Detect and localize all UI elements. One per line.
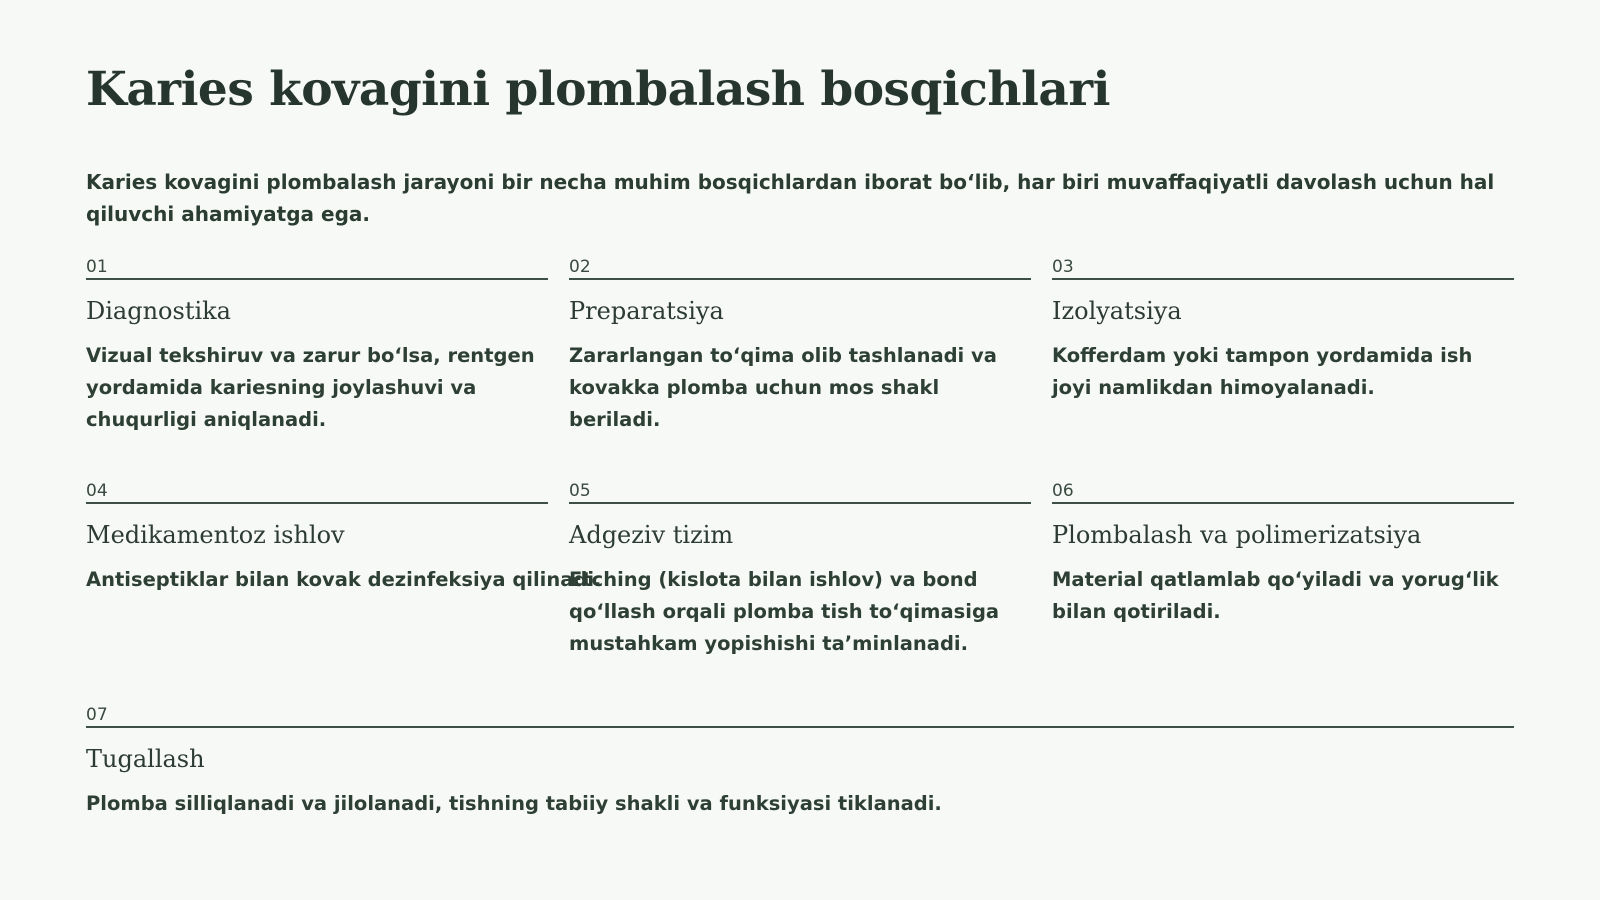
step-title: Izolyatsiya (1052, 297, 1182, 325)
intro-paragraph: Karies kovagini plombalash jarayoni bir necha muhim bosqichlardan iborat bo‘lib, har biri muvaffaqiyatli davolash uchun hal qiluvchi ahamiyatga ega. (86, 170, 1495, 226)
step-number: 02 (569, 257, 591, 277)
step-divider (86, 726, 1514, 728)
step-description: Etching (kislota bilan ishlov) va bond qo‘llash orqali plomba tish to‘qimasiga mustahkam yopishishi ta’minlanadi. (569, 568, 1000, 655)
step-number: 07 (86, 705, 108, 725)
step-number: 06 (1052, 481, 1074, 501)
step-divider (86, 502, 548, 504)
step-description: Antiseptiklar bilan kovak dezinfeksiya qilinadi. (86, 568, 602, 591)
step-number: 05 (569, 481, 591, 501)
step-description: Zararlangan to‘qima olib tashlanadi va kovakka plomba uchun mos shakl beriladi. (569, 344, 997, 431)
step-card (1052, 480, 1514, 628)
step-description: Vizual tekshiruv va zarur bo‘lsa, rentgen yordamida kariesning joylashuvi va chuqurligi aniqlanadi. (86, 344, 535, 431)
step-card (569, 256, 1031, 436)
step-description: Material qatlamlab qo‘yiladi va yorug‘lik bilan qotiriladi. (1052, 568, 1499, 623)
step-description: Kofferdam yoki tampon yordamida ish joyi namlikdan himoyalanadi. (1052, 344, 1473, 399)
step-card (1052, 256, 1514, 404)
step-divider (569, 278, 1031, 280)
page-title: Karies kovagini plombalash bosqichlari (86, 62, 1110, 117)
step-title: Diagnostika (86, 297, 231, 325)
step-divider (569, 502, 1031, 504)
step-number: 03 (1052, 257, 1074, 277)
step-divider (86, 278, 548, 280)
step-title: Tugallash (86, 745, 205, 773)
step-card (569, 480, 1031, 660)
step-card (86, 256, 548, 436)
step-title: Adgeziv tizim (569, 521, 734, 549)
step-divider (1052, 502, 1514, 504)
step-number: 04 (86, 481, 108, 501)
step-title: Preparatsiya (569, 297, 724, 325)
step-divider (1052, 278, 1514, 280)
step-title: Plombalash va polimerizatsiya (1052, 521, 1422, 549)
step-description: Plomba silliqlanadi va jilolanadi, tishning tabiiy shakli va funksiyasi tiklanadi. (86, 792, 942, 815)
step-card (86, 704, 1514, 820)
step-number: 01 (86, 257, 108, 277)
step-title: Medikamentoz ishlov (86, 521, 345, 549)
